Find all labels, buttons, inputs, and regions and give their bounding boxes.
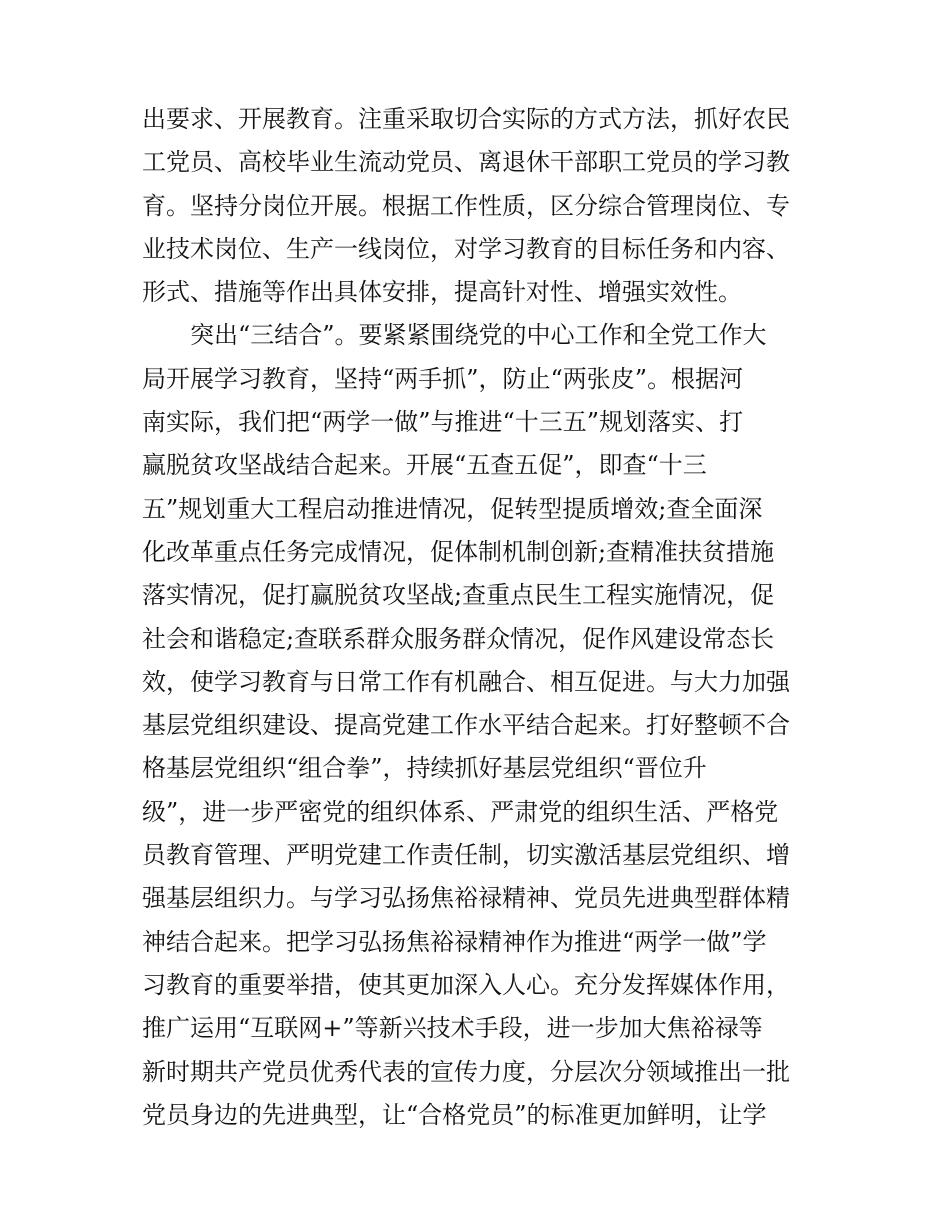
text-line: 局开展学习教育，坚持“两手抓”，防止“两张皮”。根据河 [142, 364, 744, 393]
text-line: 业技术岗位、生产一线岗位，对学习教育的目标任务和内容、 [142, 234, 790, 263]
text-line: 习教育的重要举措，使其更加深入人心。充分发挥媒体作用， [142, 970, 790, 999]
text-line: 党员身边的先进典型，让“合格党员”的标准更加鲜明，让学 [142, 1100, 767, 1129]
text-line: 工党员、高校毕业生流动党员、离退休干部职工党员的学习教 [142, 148, 790, 177]
paragraph-start-line: 突出“三结合”。要紧紧围绕党的中心工作和全党工作大 [190, 321, 767, 350]
text-line: 赢脱贫攻坚战结合起来。开展“五查五促”，即查“十三 [142, 451, 707, 480]
text-line: 格基层党组织“组合拳”，持续抓好基层党组织“晋位升 [142, 754, 707, 783]
text-line: 落实情况，促打赢脱贫攻坚战;查重点民生工程实施情况，促 [142, 581, 775, 610]
text-line: 效，使学习教育与日常工作有机融合、相互促进。与大力加强 [142, 667, 790, 696]
text-line: 级”，进一步严密党的组织体系、严肃党的组织生活、严格党 [142, 797, 779, 826]
text-line: 社会和谐稳定;查联系群众服务群众情况，促作风建设常态长 [142, 624, 775, 653]
text-line: 形式、措施等作出具体安排，提高针对性、增强实效性。 [142, 278, 742, 307]
text-line: 化改革重点任务完成情况，促体制机制创新;查精准扶贫措施 [142, 537, 775, 566]
text-line: 育。坚持分岗位开展。根据工作性质，区分综合管理岗位、专 [142, 191, 790, 220]
text-line: 员教育管理、严明党建工作责任制，切实激活基层党组织、增 [142, 841, 790, 870]
text-line: 新时期共产党员优秀代表的宣传力度，分层次分领域推出一批 [142, 1057, 790, 1086]
text-line: 强基层组织力。与学习弘扬焦裕禄精神、党员先进典型群体精 [142, 884, 790, 913]
text-line: 出要求、开展教育。注重采取切合实际的方式方法，抓好农民 [142, 105, 790, 133]
text-line: 神结合起来。把学习弘扬焦裕禄精神作为推进“两学一做”学 [142, 927, 767, 956]
text-line: 推广运用“互联网+”等新兴技术手段，进一步加大焦裕禄等 [142, 1014, 763, 1043]
text-line: 五”规划重大工程启动推进情况，促转型提质增效;查全面深 [142, 494, 763, 523]
text-line: 基层党组织建设、提高党建工作水平结合起来。打好整顿不合 [142, 711, 790, 740]
text-line: 南实际，我们把“两学一做”与推进“十三五”规划落实、打 [142, 408, 744, 437]
body-text [142, 98, 812, 1137]
